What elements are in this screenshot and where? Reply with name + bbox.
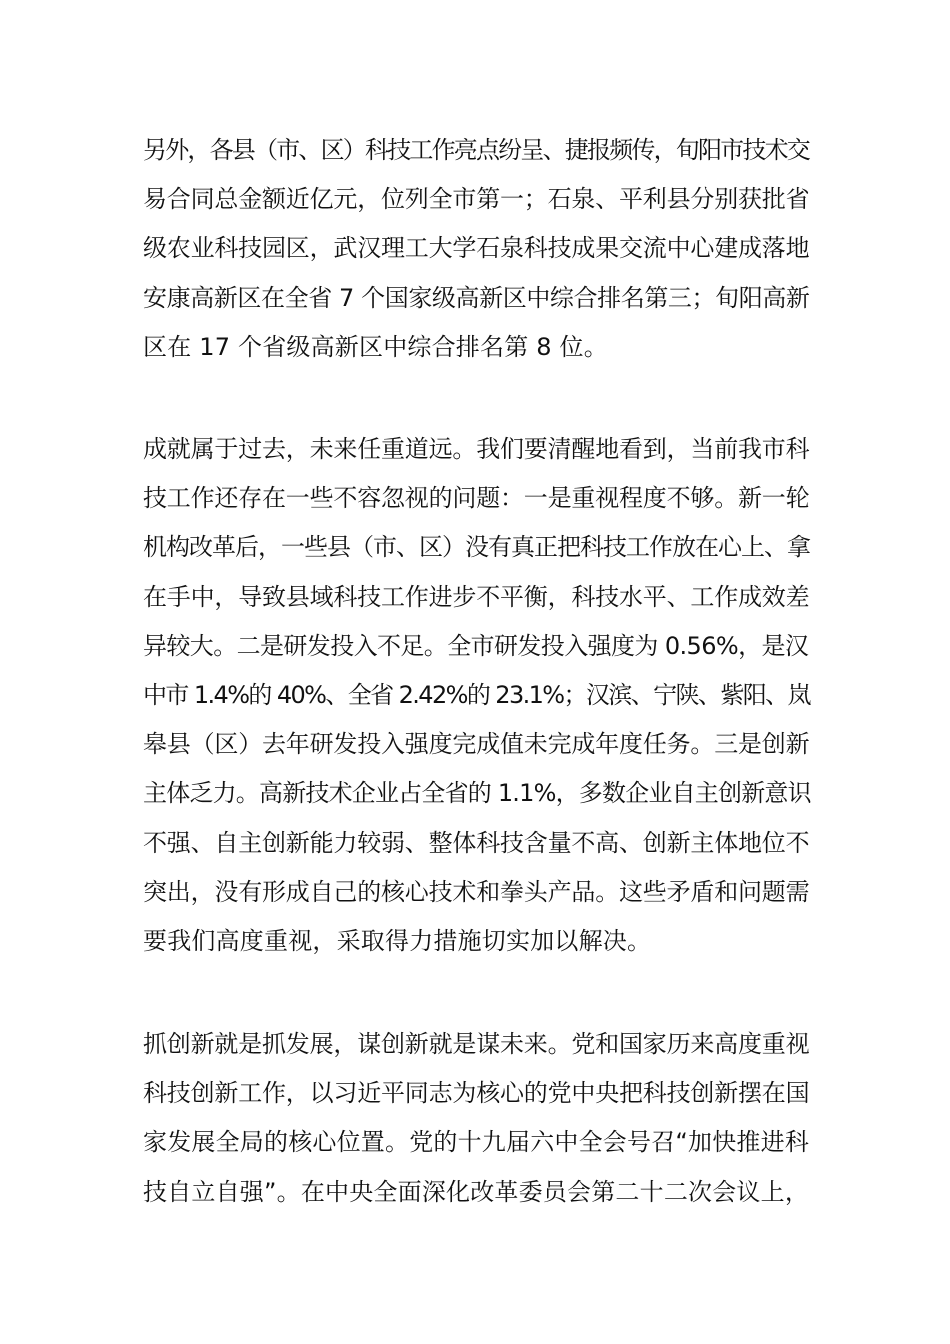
text-line: 不强、自主创新能力较弱、整体科技含量不高、创新主体地位不 xyxy=(143,828,810,857)
text-line: 技工作还存在一些不容忽视的问题：一是重视程度不够。新一轮 xyxy=(143,484,810,513)
paragraph-innovation xyxy=(143,1020,813,1217)
paragraph-problems xyxy=(143,425,813,966)
text-line: 另外，各县（市、区）科技工作亮点纷呈、捷报频传，旬阳市技术交 xyxy=(143,136,809,164)
text-line: 家发展全局的核心位置。党的十九届六中全会号召“加快推进科 xyxy=(143,1128,810,1157)
text-line: 抓创新就是抓发展，谋创新就是谋未来。党和国家历来高度重视 xyxy=(143,1030,810,1058)
text-line: 机构改革后，一些县（市、区）没有真正把科技工作放在心上、拿 xyxy=(143,533,810,562)
text-line: 要我们高度重视，采取得力措施切实加以解决。 xyxy=(143,926,652,955)
text-line: 级农业科技园区，武汉理工大学石泉科技成果交流中心建成落地 xyxy=(143,234,810,263)
text-line: 成就属于过去，未来任重道远。我们要清醒地看到，当前我市科 xyxy=(143,435,810,463)
text-line: 在手中，导致县域科技工作进步不平衡，科技水平、工作成效差 xyxy=(143,582,810,611)
text-line: 异较大。二是研发投入不足。全市研发投入强度为 0.56%，是汉 xyxy=(143,631,809,660)
text-line: 区在 17 个省级高新区中综合排名第 8 位。 xyxy=(143,332,608,361)
text-line: 皋县（区）去年研发投入强度完成值未完成年度任务。三是创新 xyxy=(143,730,810,759)
text-line: 科技创新工作，以习近平同志为核心的党中央把科技创新摆在国 xyxy=(143,1079,810,1108)
text-line: 突出，没有形成自己的核心技术和拳头产品。这些矛盾和问题需 xyxy=(143,877,810,906)
text-line: 易合同总金额近亿元，位列全市第一；石泉、平利县分别获批省 xyxy=(143,185,810,214)
paragraph-achievements xyxy=(143,126,813,372)
text-line: 安康高新区在全省 7 个国家级高新区中综合排名第三；旬阳高新 xyxy=(143,283,810,312)
text-line: 中市 1.4%的 40%、全省 2.42%的 23.1%；汉滨、宁陕、紫阳、岚 xyxy=(143,680,810,709)
text-line: 主体乏力。高新技术企业占全省的 1.1%，多数企业自主创新意识 xyxy=(143,779,811,808)
text-line: 技自立自强”。在中央全面深化改革委员会第二十二次会议上， xyxy=(143,1177,810,1206)
